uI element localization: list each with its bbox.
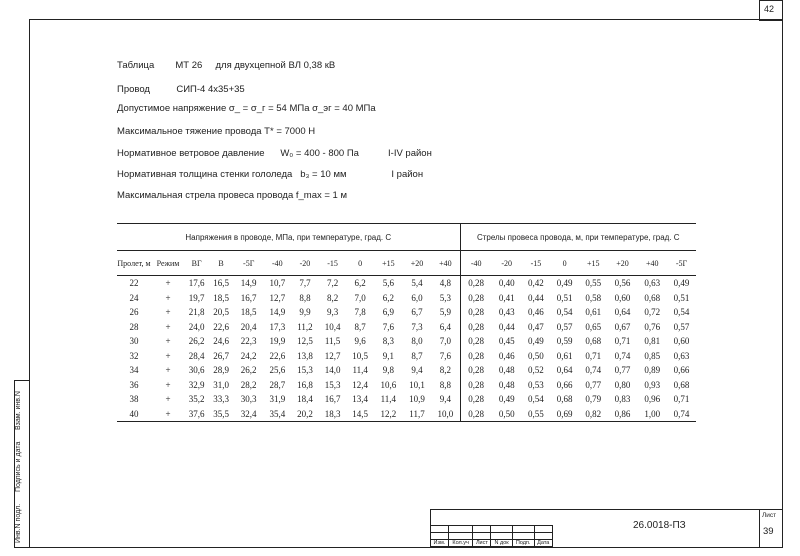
cell-sag: 0,28 [460, 407, 492, 422]
ice-line [117, 169, 423, 180]
cell-sag: 0,96 [644, 394, 661, 405]
cell-span: 36 [129, 379, 139, 390]
cell-stress: 9,4 [411, 365, 423, 376]
stamp-label: Кол.уч [448, 540, 472, 547]
cell-stress: 8,7 [411, 350, 423, 361]
cell-sag: 0,65 [585, 321, 602, 332]
cell-stress: 10,6 [380, 379, 397, 390]
cell-stress: 5,4 [411, 278, 423, 289]
cell-stress: 37,6 [185, 407, 208, 422]
cell-sag: 0,83 [614, 394, 631, 405]
cell-sag: 0,28 [460, 378, 492, 393]
cell-stress: 30,3 [240, 394, 257, 405]
cell-stress: 22,3 [240, 336, 257, 347]
cell-stress: 7,0 [354, 292, 366, 303]
cell-stress: 8,8 [299, 292, 311, 303]
stamp-label: Дата [534, 540, 552, 547]
cell-span: 32 [129, 350, 139, 361]
table-label: Таблица [117, 60, 155, 71]
cell-stress: 26,7 [213, 350, 229, 361]
table-id: МТ 26 [175, 60, 203, 71]
cell-span: 28 [129, 321, 139, 332]
cell-stress: 10,9 [409, 394, 425, 405]
sag-line: Максимальная стрела провеса провода f_max = 1 м [117, 190, 348, 201]
cell-stress: 7,0 [439, 336, 452, 347]
cell-sag: 0,48 [498, 365, 515, 376]
cell-span: 26 [129, 307, 139, 318]
cell-mode: + [165, 365, 171, 376]
cell-sag: 0,80 [614, 379, 631, 390]
table-row [117, 334, 696, 349]
table-row [117, 349, 696, 364]
cell-stress: 9,4 [439, 394, 452, 405]
cell-stress: 18,5 [240, 307, 257, 318]
cell-sag: 0,44 [498, 321, 515, 332]
cell-stress: 5,3 [439, 292, 452, 303]
cell-stress: 8,3 [382, 336, 394, 347]
column-header-row [117, 251, 696, 276]
cell-mode: + [151, 407, 185, 422]
cell-sag: 0,46 [528, 307, 544, 318]
cell-stress: 18,3 [319, 407, 347, 422]
cell-stress: 35,2 [188, 394, 205, 405]
cell-sag: 0,64 [556, 365, 573, 376]
cell-stress: 8,8 [439, 379, 452, 390]
stress-group-title: Напряжения в проводе, МПа, при температуре, град. С [117, 224, 460, 251]
cell-sag: 0,67 [614, 321, 631, 332]
cell-stress: 15,3 [297, 365, 313, 376]
cell-stress: 14,9 [269, 307, 286, 318]
cell-stress: 16,7 [324, 394, 341, 405]
cell-stress: 20,4 [240, 321, 257, 332]
cell-stress: 24,6 [213, 336, 229, 347]
col-header-sag: -5Г [667, 251, 696, 276]
cell-stress: 31,9 [269, 394, 286, 405]
cell-sag: 0,71 [614, 336, 631, 347]
cell-stress: 28,9 [213, 365, 229, 376]
cell-mode: + [165, 292, 171, 303]
cell-stress: 13,8 [297, 350, 313, 361]
wire-line [117, 84, 245, 95]
stamp-label: Лист [473, 540, 491, 547]
col-header-sag: +20 [608, 251, 638, 276]
side-label-inventory: Инв.N подл. [15, 503, 22, 543]
cell-sag: 0,66 [673, 365, 690, 376]
cell-stress: 13,4 [352, 394, 369, 405]
cell-sag: 0,74 [585, 365, 602, 376]
tension-line: Максимальное тяжение провода Т* = 7000 Н [117, 126, 316, 137]
cell-mode: + [165, 350, 171, 361]
cell-stress: 24,2 [240, 350, 257, 361]
cell-sag: 0,48 [498, 379, 515, 390]
doc-code: 26.0018-ПЗ [633, 520, 686, 531]
cell-sag: 0,69 [550, 407, 579, 422]
cell-sag: 0,68 [556, 394, 573, 405]
cell-sag: 0,72 [644, 307, 661, 318]
cell-span: 38 [129, 394, 139, 405]
cell-stress: 20,2 [291, 407, 319, 422]
cell-stress: 33,3 [213, 394, 229, 405]
cell-stress: 5,6 [382, 278, 394, 289]
cell-sag: 0,57 [673, 321, 690, 332]
stamp-label-row [431, 540, 553, 547]
cell-sag: 0,54 [556, 307, 573, 318]
wire-label: Провод [117, 84, 150, 95]
cell-stress: 6,7 [411, 307, 423, 318]
cell-stress: 9,1 [382, 350, 394, 361]
sag-group-title: Стрелы провеса провода, м, при температуре, град. С [460, 224, 696, 251]
col-mode-header: Режим [151, 251, 185, 276]
cell-stress: 9,9 [299, 307, 311, 318]
cell-stress: 10,4 [324, 321, 341, 332]
cell-span: 30 [129, 336, 139, 347]
cell-stress: 6,2 [354, 278, 366, 289]
data-table [117, 223, 696, 422]
cell-sag: 0,61 [585, 307, 602, 318]
cell-sag: 0,81 [644, 336, 661, 347]
cell-sag: 0,74 [614, 350, 631, 361]
cell-stress: 6,9 [382, 307, 394, 318]
table-row [117, 291, 696, 306]
cell-stress: 10,7 [269, 278, 286, 289]
cell-sag: 0,40 [498, 278, 515, 289]
cell-mode: + [165, 394, 171, 405]
cell-sag: 0,60 [673, 336, 690, 347]
table-desc: для двухцепной ВЛ 0,38 кВ [215, 60, 336, 71]
cell-stress: 8,2 [439, 365, 452, 376]
cell-stress: 9,6 [354, 336, 366, 347]
cell-sag: 0,56 [614, 278, 631, 289]
cell-stress: 7,3 [411, 321, 423, 332]
cell-stress: 31,0 [213, 379, 229, 390]
cell-sag: 0,55 [585, 278, 602, 289]
cell-sag: 0,28 [460, 276, 492, 291]
cell-span: 22 [129, 278, 139, 289]
stamp-label: Изм. [431, 540, 449, 547]
cell-sag: 0,55 [522, 407, 551, 422]
cell-sag: 0,28 [460, 320, 492, 335]
table-row [117, 378, 696, 393]
cell-stress: 22,6 [269, 350, 286, 361]
cell-stress: 5,9 [439, 307, 452, 318]
table-row [117, 320, 696, 335]
cell-sag: 0,74 [667, 407, 696, 422]
table-body [117, 276, 696, 422]
cell-stress: 9,3 [326, 307, 339, 318]
cell-sag: 0,71 [673, 394, 690, 405]
stamp-label: N док [491, 540, 512, 547]
cell-sag: 0,51 [673, 292, 690, 303]
stamp-label: Подп. [512, 540, 534, 547]
cell-stress: 17,6 [188, 278, 205, 289]
cell-sag: 0,63 [644, 278, 661, 289]
col-header-sag: 0 [550, 251, 579, 276]
col-span-header: Пролет, м [117, 251, 151, 276]
cell-stress: 10,1 [409, 379, 425, 390]
cell-sag: 0,85 [644, 350, 661, 361]
table-row [117, 392, 696, 407]
sheet-label: Лист [762, 512, 777, 519]
cell-stress: 12,7 [269, 292, 286, 303]
cell-stress: 20,5 [213, 307, 229, 318]
cell-sag: 0,89 [644, 365, 661, 376]
cell-sag: 0,54 [673, 307, 690, 318]
cell-mode: + [165, 307, 171, 318]
cell-sag: 0,79 [585, 394, 602, 405]
stamp-table [430, 525, 553, 547]
table-row [117, 305, 696, 320]
cell-stress: 22,6 [213, 321, 229, 332]
cell-span: 34 [129, 365, 139, 376]
wind-value: W₀ = 400 - 800 Па [280, 148, 359, 159]
cell-sag: 0,64 [614, 307, 631, 318]
cell-mode: + [165, 336, 171, 347]
cell-mode: + [165, 278, 171, 289]
cell-sag: 0,43 [498, 307, 515, 318]
cell-stress: 15,3 [324, 379, 341, 390]
cell-stress: 6,2 [382, 292, 394, 303]
cell-stress: 8,0 [411, 336, 423, 347]
cell-sag: 0,68 [673, 379, 690, 390]
cell-stress: 7,8 [354, 307, 366, 318]
cell-sag: 0,51 [556, 292, 573, 303]
col-header-stress: +15 [374, 251, 403, 276]
cell-sag: 0,82 [579, 407, 608, 422]
cell-stress: 11,5 [324, 336, 341, 347]
cell-sag: 0,28 [460, 334, 492, 349]
cell-sag: 0,68 [585, 336, 602, 347]
side-label-signature: Подпись и дата [15, 441, 22, 492]
cell-sag: 0,47 [528, 321, 544, 332]
wind-region: I-IV район [388, 148, 432, 159]
cell-stress: 12,5 [297, 336, 313, 347]
col-header-stress: +20 [403, 251, 432, 276]
cell-sag: 0,28 [460, 363, 492, 378]
col-header-sag: +15 [579, 251, 608, 276]
cell-stress: 6,0 [411, 292, 423, 303]
cell-stress: 12,2 [374, 407, 403, 422]
cell-stress: 30,6 [188, 365, 205, 376]
cell-stress: 12,7 [324, 350, 341, 361]
cell-sag: 0,49 [498, 394, 515, 405]
cell-stress: 6,4 [439, 321, 452, 332]
cell-stress: 7,6 [439, 350, 452, 361]
col-header-stress: -15 [319, 251, 347, 276]
col-header-sag: -15 [522, 251, 551, 276]
cell-stress: 10,5 [352, 350, 369, 361]
cell-stress: 26,2 [240, 365, 257, 376]
cell-span: 40 [117, 407, 151, 422]
cell-sag: 0,66 [556, 379, 573, 390]
col-header-stress: -40 [264, 251, 292, 276]
cell-sag: 0,59 [556, 336, 573, 347]
cell-stress: 10,0 [431, 407, 460, 422]
cell-sag: 0,28 [460, 349, 492, 364]
cell-sag: 0,49 [528, 336, 544, 347]
ice-value: b₃ = 10 мм [300, 169, 347, 180]
cell-stress: 28,2 [240, 379, 257, 390]
table-row [117, 276, 696, 291]
col-header-sag: +40 [637, 251, 667, 276]
col-header-stress: +40 [431, 251, 460, 276]
cell-sag: 0,42 [528, 278, 544, 289]
cell-stress: 32,9 [188, 379, 205, 390]
cell-stress: 17,3 [269, 321, 286, 332]
col-header-stress: -5Г [234, 251, 264, 276]
cell-mode: + [165, 321, 171, 332]
cell-stress: 14,5 [346, 407, 374, 422]
cell-sag: 0,50 [528, 350, 544, 361]
cell-stress: 7,2 [326, 278, 339, 289]
cell-sag: 0,50 [492, 407, 522, 422]
cell-stress: 11,4 [380, 394, 397, 405]
cell-sag: 0,28 [460, 291, 492, 306]
cell-sag: 0,71 [585, 350, 602, 361]
cell-sag: 0,28 [460, 305, 492, 320]
cell-sag: 0,86 [608, 407, 638, 422]
sheet-number: 39 [763, 526, 774, 537]
cell-sag: 0,77 [614, 365, 631, 376]
wind-line [117, 148, 432, 159]
cell-sag: 0,76 [644, 321, 661, 332]
stress-line: Допустимое напряжение σ_ = σ_г = 54 МПа σ_эг = 40 МПа [117, 103, 376, 114]
cell-stress: 18,5 [213, 292, 229, 303]
wind-label: Нормативное ветровое давление [117, 148, 265, 159]
page-number: 42 [764, 4, 775, 14]
col-header-stress: -20 [291, 251, 319, 276]
cell-stress: 7,7 [299, 278, 311, 289]
col-header-sag: -20 [492, 251, 522, 276]
cell-stress: 11,4 [352, 365, 368, 376]
cell-stress: 14,9 [240, 278, 257, 289]
cell-stress: 24,0 [188, 321, 205, 332]
cell-sag: 0,49 [673, 278, 690, 289]
table-row [117, 363, 696, 378]
cell-stress: 19,9 [269, 336, 286, 347]
cell-sag: 0,49 [556, 278, 573, 289]
cell-stress: 28,7 [269, 379, 286, 390]
cell-stress: 32,4 [234, 407, 264, 422]
cell-stress: 19,7 [188, 292, 205, 303]
cell-span: 24 [129, 292, 139, 303]
cell-sag: 0,60 [614, 292, 631, 303]
cell-stress: 26,2 [188, 336, 205, 347]
cell-stress: 18,4 [297, 394, 313, 405]
cell-mode: + [165, 379, 171, 390]
cell-stress: 8,7 [354, 321, 366, 332]
cell-stress: 28,4 [188, 350, 205, 361]
cell-sag: 0,54 [528, 394, 544, 405]
cell-sag: 0,52 [528, 365, 544, 376]
table-row [117, 407, 696, 422]
cell-stress: 4,8 [439, 278, 452, 289]
ice-region: I район [391, 169, 424, 180]
cell-stress: 14,0 [324, 365, 341, 376]
cell-stress: 11,7 [403, 407, 432, 422]
cell-sag: 0,68 [644, 292, 661, 303]
wire-value: СИП-4 4х35+35 [176, 84, 245, 95]
cell-stress: 25,6 [269, 365, 286, 376]
cell-sag: 0,28 [460, 392, 492, 407]
cell-sag: 0,41 [498, 292, 515, 303]
col-header-stress: ВГ [185, 251, 208, 276]
cell-sag: 0,61 [556, 350, 573, 361]
side-label-replace: Взам. инв.N [15, 391, 22, 430]
cell-sag: 0,63 [673, 350, 690, 361]
col-header-sag: -40 [460, 251, 492, 276]
table-title-line [117, 60, 335, 71]
cell-stress: 21,8 [188, 307, 205, 318]
cell-stress: 35,5 [208, 407, 233, 422]
ice-label: Нормативная толщина стенки гололеда [117, 169, 293, 180]
cell-stress: 12,4 [352, 379, 369, 390]
col-header-stress: 0 [346, 251, 374, 276]
cell-sag: 0,46 [498, 350, 515, 361]
cell-sag: 1,00 [637, 407, 667, 422]
cell-sag: 0,44 [528, 292, 544, 303]
cell-stress: 16,5 [213, 278, 229, 289]
cell-sag: 0,77 [585, 379, 602, 390]
cell-stress: 35,4 [264, 407, 292, 422]
cell-sag: 0,45 [498, 336, 515, 347]
cell-stress: 16,7 [240, 292, 257, 303]
cell-sag: 0,58 [585, 292, 602, 303]
cell-sag: 0,93 [644, 379, 661, 390]
cell-stress: 8,2 [326, 292, 339, 303]
cell-stress: 11,2 [297, 321, 313, 332]
col-header-stress: В [208, 251, 233, 276]
cell-stress: 16,8 [297, 379, 313, 390]
cell-stress: 9,8 [382, 365, 394, 376]
cell-sag: 0,53 [528, 379, 544, 390]
cell-stress: 7,6 [382, 321, 394, 332]
cell-sag: 0,57 [556, 321, 573, 332]
